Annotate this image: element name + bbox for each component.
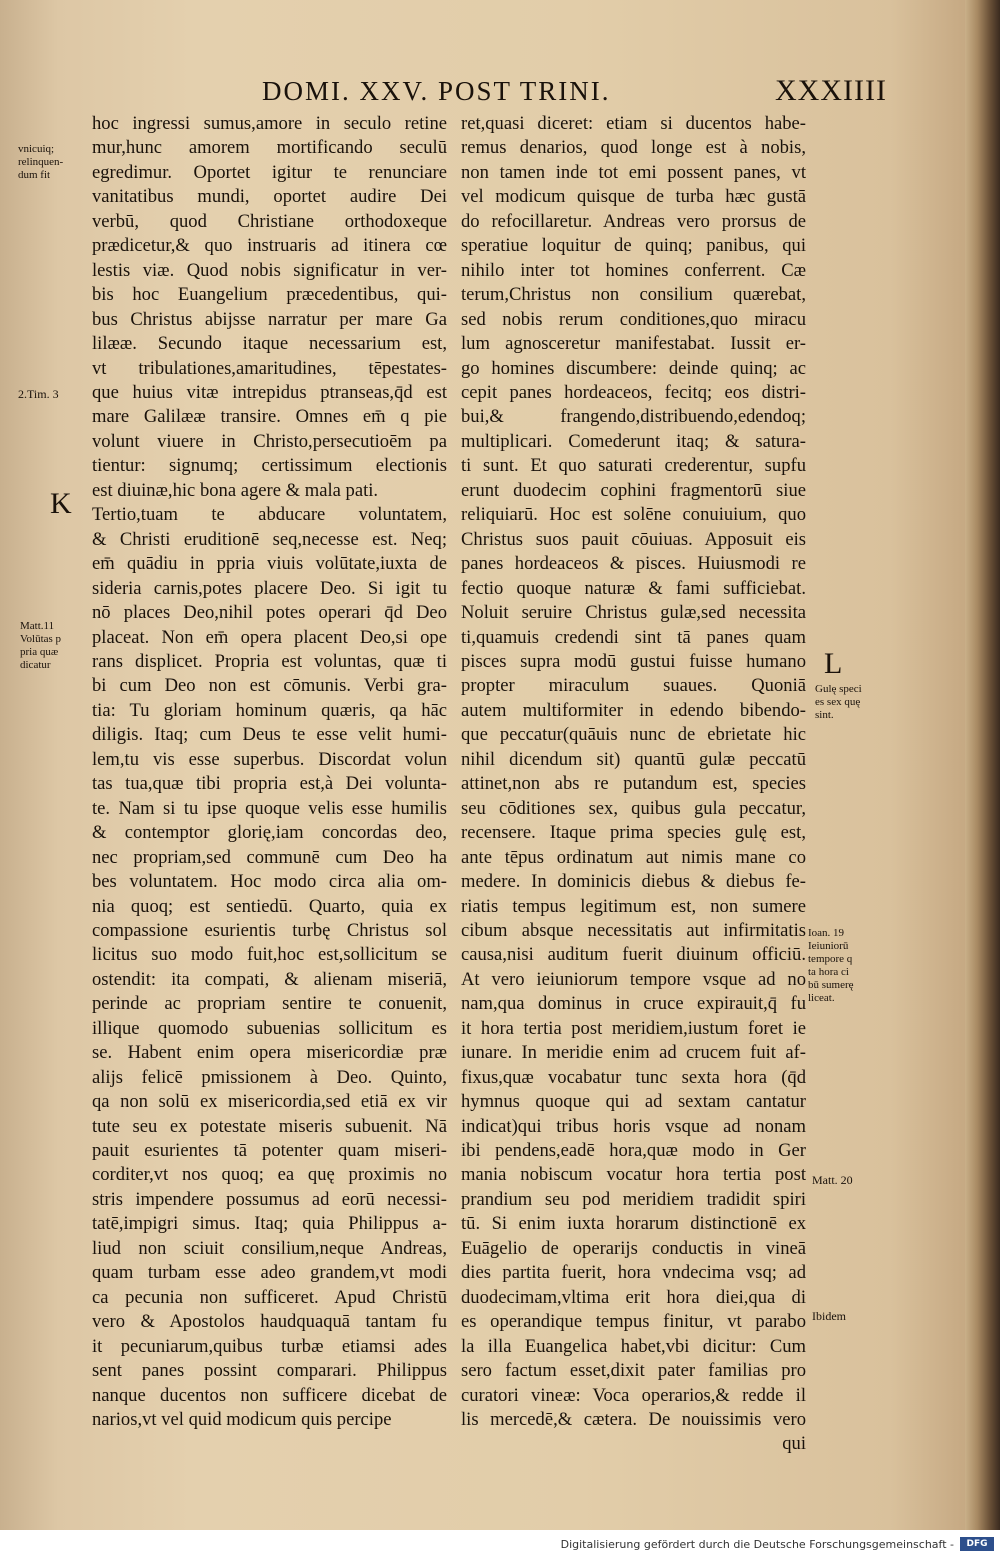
margin-note-line: es sex quę bbox=[815, 696, 861, 708]
text-line: do refocillaretur. Andreas vero prorsus de bbox=[461, 210, 806, 232]
text-line: fectio quoque naturæ & fami sufficiebat. bbox=[461, 577, 806, 599]
section-letter-l: L bbox=[824, 647, 843, 680]
text-line: perinde ac propriam sentire te conuenit, bbox=[92, 993, 447, 1015]
text-line: em̄ quādiu in ppria viuis volūtate,iuxta de bbox=[92, 553, 447, 575]
text-line: nec propriam,sed communē cum Deo ha bbox=[92, 846, 447, 868]
text-line: qui bbox=[782, 1433, 806, 1455]
text-line: mare Galilææ transire. Omnes em̄ q pie bbox=[92, 406, 447, 428]
text-line: cibum absque necessitatis aut infirmitatis bbox=[461, 919, 806, 941]
text-line: go homines discumbere: deinde quinq; ac bbox=[461, 357, 806, 379]
text-line: bis hoc Euangelium præcedentibus, qui- bbox=[92, 284, 447, 306]
margin-note-right-3: Matt. 20 bbox=[812, 1173, 853, 1187]
text-column-left bbox=[92, 112, 447, 1432]
text-line: stris impendere possumus ad eorū necessi- bbox=[92, 1188, 447, 1210]
text-line: vt tribulationes,amaritudines, tēpestates- bbox=[92, 357, 447, 379]
text-line: bi cum Deo non est cōmunis. Verbi gra- bbox=[92, 675, 447, 697]
text-line: sed nobis rerum conditiones,quo miracu bbox=[461, 308, 806, 330]
text-line: alijs felicē pmissionem à Deo. Quinto, bbox=[92, 1066, 447, 1088]
margin-note-left-3 bbox=[20, 620, 61, 672]
running-title: DOMI. XXV. POST TRINI. bbox=[262, 76, 611, 106]
text-line: it hora tertia post meridiem,iustum foret ie bbox=[461, 1017, 806, 1039]
text-line: qa non solū ex misericordia,sed etiā ex vir bbox=[92, 1091, 447, 1113]
text-line: indicat)qui tribus horis vsque ad nonam bbox=[461, 1115, 806, 1137]
margin-note-right-4: Ibidem bbox=[812, 1309, 846, 1323]
text-line: seu cōditiones sex, quibus gula peccatur, bbox=[461, 797, 806, 819]
text-line: cepit panes hordeaceos, fecitq; eos distri- bbox=[461, 381, 806, 403]
text-line: nō places Deo,nihil potes operari q̄d Deo bbox=[92, 602, 447, 624]
text-line: curatori vineæ: Voca operarios,& redde il bbox=[461, 1384, 806, 1406]
text-line: bes voluntatem. Hoc modo circa alia om- bbox=[92, 871, 447, 893]
text-line: rans displicet. Propria est voluntas, quæ ti bbox=[92, 650, 447, 672]
text-line: prædicetur,& quo instruaris ad itinera cœ bbox=[92, 235, 447, 257]
text-line: que huius vitæ intrepidus ptranseas,q̄d est bbox=[92, 381, 447, 403]
margin-note-line: Ioan. 19 bbox=[808, 927, 845, 939]
text-line: verbū, quod Christiane orthodoxeque bbox=[92, 210, 447, 232]
text-line: compassione esurientis turbę Christus sol bbox=[92, 919, 447, 941]
running-header bbox=[0, 74, 968, 114]
text-line: tute seu ex potestate miseris subuenit. Nā bbox=[92, 1115, 447, 1137]
text-line: lilææ. Secundo itaque necessarium est, bbox=[92, 333, 447, 355]
text-line: tatē,impigri simus. Itaq; quia Philippus a- bbox=[92, 1213, 447, 1235]
text-line: & contemptor glorię,iam concordas deo, bbox=[92, 822, 447, 844]
text-line: mania nobiscum vocatur hora tertia post bbox=[461, 1164, 806, 1186]
text-line: est diuinæ,hic bona agere & mala pati. bbox=[92, 479, 379, 501]
text-line: liud non sciuit consilium,neque Andreas, bbox=[92, 1237, 447, 1259]
text-line: ti,quamuis credendi sint tā panes quam bbox=[461, 626, 806, 648]
margin-note-right-1 bbox=[815, 683, 862, 722]
margin-note-line: Volūtas p bbox=[20, 633, 62, 645]
folio-number: XXXIIII bbox=[775, 74, 887, 107]
text-line: nam,qua dominus in cruce expirauit,q̄ fu bbox=[461, 993, 806, 1015]
footer-credit: Digitalisierung gefördert durch die Deutsche Forschungsgemeinschaft - bbox=[560, 1538, 954, 1551]
text-line: tia: Tu gloriam hominum quæris, qa hāc bbox=[92, 699, 447, 721]
text-line: nihil dicendum sit) quantū gulæ peccatū bbox=[461, 748, 806, 770]
text-line: panes hordeaceos & pisces. Huiusmodi re bbox=[461, 553, 806, 575]
text-line: se. Habent enim opera misericordiæ præ bbox=[92, 1042, 447, 1064]
text-line: terum,Christus non consilium quærebat, bbox=[461, 284, 806, 306]
text-line: bui,& frangendo,distribuendo,edendoq; bbox=[461, 406, 806, 428]
margin-note-line: Matt.11 bbox=[20, 620, 55, 632]
margin-note-line: Ieiuniorū bbox=[808, 940, 849, 952]
text-line: pauit esurientes tā potenter quam miseri- bbox=[92, 1140, 447, 1162]
margin-note-right-2 bbox=[808, 927, 854, 1005]
text-line: attinet,non abs re putandum est, species bbox=[461, 773, 806, 795]
text-line: vero & Apostolos haudquaquā tantam fu bbox=[92, 1311, 447, 1333]
text-line: propter miraculum suaues. Quoniā bbox=[461, 675, 806, 697]
text-line: diligis. Itaq; cum Deus te esse velit humi- bbox=[92, 724, 447, 746]
text-line: hymnus quoque qui ad sextam cantatur bbox=[461, 1091, 806, 1113]
text-line: iunare. In meridie enim ad crucem fuit af- bbox=[461, 1042, 806, 1064]
text-line: nanque ducentos non sufficere dicebat de bbox=[92, 1384, 447, 1406]
margin-note-line: tempore q bbox=[808, 953, 853, 965]
text-line: reliquiarū. Hoc est solēne conuiuium, quo bbox=[461, 504, 806, 526]
margin-note-line: ta hora ci bbox=[808, 966, 849, 978]
text-line: ret,quasi diceret: etiam si ducentos habe- bbox=[461, 113, 806, 134]
text-line: vel modicum quisque de turba hæc gustā bbox=[461, 186, 806, 208]
text-line: mur,hunc amorem mortificando seculū bbox=[92, 137, 447, 159]
margin-note-left-1 bbox=[18, 143, 63, 182]
text-line: nihilo inter tot homines conferrent. Cæ bbox=[461, 259, 806, 281]
text-line: nia quoq; est sentiedū. Quarto, quia ex bbox=[92, 895, 447, 917]
text-line: dies partita fuerit, hora vndecima vsq; ad bbox=[461, 1262, 806, 1284]
margin-note-line: dum fit bbox=[18, 169, 51, 181]
section-letter-k: K bbox=[50, 487, 72, 520]
margin-note-line: sint. bbox=[815, 709, 834, 721]
text-line: quam turbam esse adeo grandem,vt modi bbox=[92, 1262, 447, 1284]
text-line: volunt viuere in Christo,persecutioēm pa bbox=[92, 430, 447, 452]
text-line: tientur: signumq; certissimum electionis bbox=[92, 455, 447, 477]
margin-note-line: bū sumerę bbox=[808, 979, 854, 991]
text-line: Euāgelio de operarijs conductis in vineā bbox=[461, 1237, 806, 1259]
text-line: Tertio,tuam te abducare voluntatem, bbox=[92, 504, 447, 526]
text-line: multiplicari. Comederunt itaq; & satura- bbox=[461, 430, 806, 452]
text-line: licitus suo modo fuit,hoc est,sollicitum se bbox=[92, 944, 447, 966]
text-line: At vero ieiuniorum tempore vsque ad no bbox=[461, 968, 806, 990]
text-line: riatis tempus legitimum est, non sumere bbox=[461, 895, 806, 917]
text-line: ca pecunia non sufficeret. Apud Christū bbox=[92, 1286, 447, 1308]
text-line: lestis viæ. Quod nobis significatur in ver- bbox=[92, 259, 447, 281]
dfg-logo: DFG bbox=[960, 1537, 994, 1551]
text-line: autem multiformiter in edendo bibendo- bbox=[461, 699, 806, 721]
text-line: egredimur. Oportet igitur te renunciare bbox=[92, 161, 447, 183]
text-line: narios,vt vel quid modicum quis percipe bbox=[92, 1409, 392, 1431]
text-line: sent panes possint comparari. Philippus bbox=[92, 1360, 447, 1382]
margin-note-line: dicatur bbox=[20, 659, 51, 671]
text-line: duodecimam,vltima erit hora diei,qua di bbox=[461, 1286, 806, 1308]
text-column-right bbox=[461, 112, 806, 1457]
margin-note-line: relinquen- bbox=[18, 156, 64, 168]
book-edge bbox=[965, 0, 1000, 1530]
text-line: bus Christus abijsse narratur per mare Ga bbox=[92, 308, 447, 330]
text-line: pisces supra modū gustui fuisse humano bbox=[461, 650, 806, 672]
text-line: ante tēpus ordinatum aut nimis mane co bbox=[461, 846, 806, 868]
text-line: Christus suos pauit cōuiuas. Apposuit eis bbox=[461, 528, 806, 550]
text-line: prandium seu pod meridiem tradidit spiri bbox=[461, 1188, 806, 1210]
text-line: sero factum esset,dixit pater familias pro bbox=[461, 1360, 806, 1382]
margin-note-line: vnicuiq; bbox=[18, 143, 55, 155]
text-line: it pecuniarum,quibus turbæ etiamsi ades bbox=[92, 1335, 447, 1357]
text-line: non tamen inde tot emi possent panes, vt bbox=[461, 161, 806, 183]
text-line: medere. In dominicis diebus & diebus fe- bbox=[461, 871, 806, 893]
digitization-footer bbox=[0, 1530, 1000, 1559]
text-line: placeat. Non em̄ opera placent Deo,si ope bbox=[92, 626, 447, 648]
text-line: Noluit seruire Christus gulæ,sed necessita bbox=[461, 602, 806, 624]
text-line: sideria carnis,potes placere Deo. Si igit tu bbox=[92, 577, 447, 599]
text-line: te. Nam si tu ipse quoque velis esse humilis bbox=[92, 797, 447, 819]
text-line: hoc ingressi sumus,amore in seculo retine bbox=[92, 113, 447, 134]
text-line: lem,tu vis esse superbus. Discordat volun bbox=[92, 748, 447, 770]
text-line: erunt duodecim cophini fragmentorū siue bbox=[461, 479, 806, 501]
text-line: lum agnosceretur manifestabat. Iussit er- bbox=[461, 333, 806, 355]
text-line: es operandique tempus finitur, vt parabo bbox=[461, 1311, 806, 1333]
text-line: tū. Si enim iuxta horarum distinctionē ex bbox=[461, 1213, 806, 1235]
margin-note-left-2: 2.Tim. 3 bbox=[18, 387, 59, 401]
text-line: lis mercedē,& cætera. De nouissimis vero bbox=[461, 1409, 806, 1431]
text-line: & Christi eruditionē seq,necesse est. Neq; bbox=[92, 528, 447, 550]
text-line: ibi pendens,eadē hora,quæ modo in Ger bbox=[461, 1140, 806, 1162]
margin-note-line: pria quæ bbox=[20, 646, 59, 658]
text-line: que peccatur(quāuis nunc de ebrietate hic bbox=[461, 724, 806, 746]
text-line: ti sunt. Et quo saturati crederentur, supfu bbox=[461, 455, 806, 477]
text-line: tas tua,quæ tibi propria est,à Dei volunta- bbox=[92, 773, 447, 795]
text-line: fixus,quæ vocabatur tunc sexta hora (q̄d bbox=[461, 1066, 806, 1088]
text-line: recensere. Itaque prima species gulę est, bbox=[461, 822, 806, 844]
text-line: causa,nisi auditum fuerit diuinum officiū. bbox=[461, 944, 806, 966]
text-line: la illa Euangelica habet,vbi dicitur: Cum bbox=[461, 1335, 806, 1357]
text-line: vanitatibus mundi, oportet audire Dei bbox=[92, 186, 447, 208]
margin-note-line: liceat. bbox=[808, 992, 835, 1004]
text-line: remus denarios, quod longe est à nobis, bbox=[461, 137, 806, 159]
text-line: ostendit: ita compati, & alienam miseriā, bbox=[92, 968, 447, 990]
text-line: speratiue loquitur de quinq; panibus, qui bbox=[461, 235, 806, 257]
text-line: corditer,vt nos quoq; ea quę proximis no bbox=[92, 1164, 447, 1186]
margin-note-line: Gulę speci bbox=[815, 683, 862, 695]
text-line: illique quomodo subuenias sollicitum es bbox=[92, 1017, 447, 1039]
